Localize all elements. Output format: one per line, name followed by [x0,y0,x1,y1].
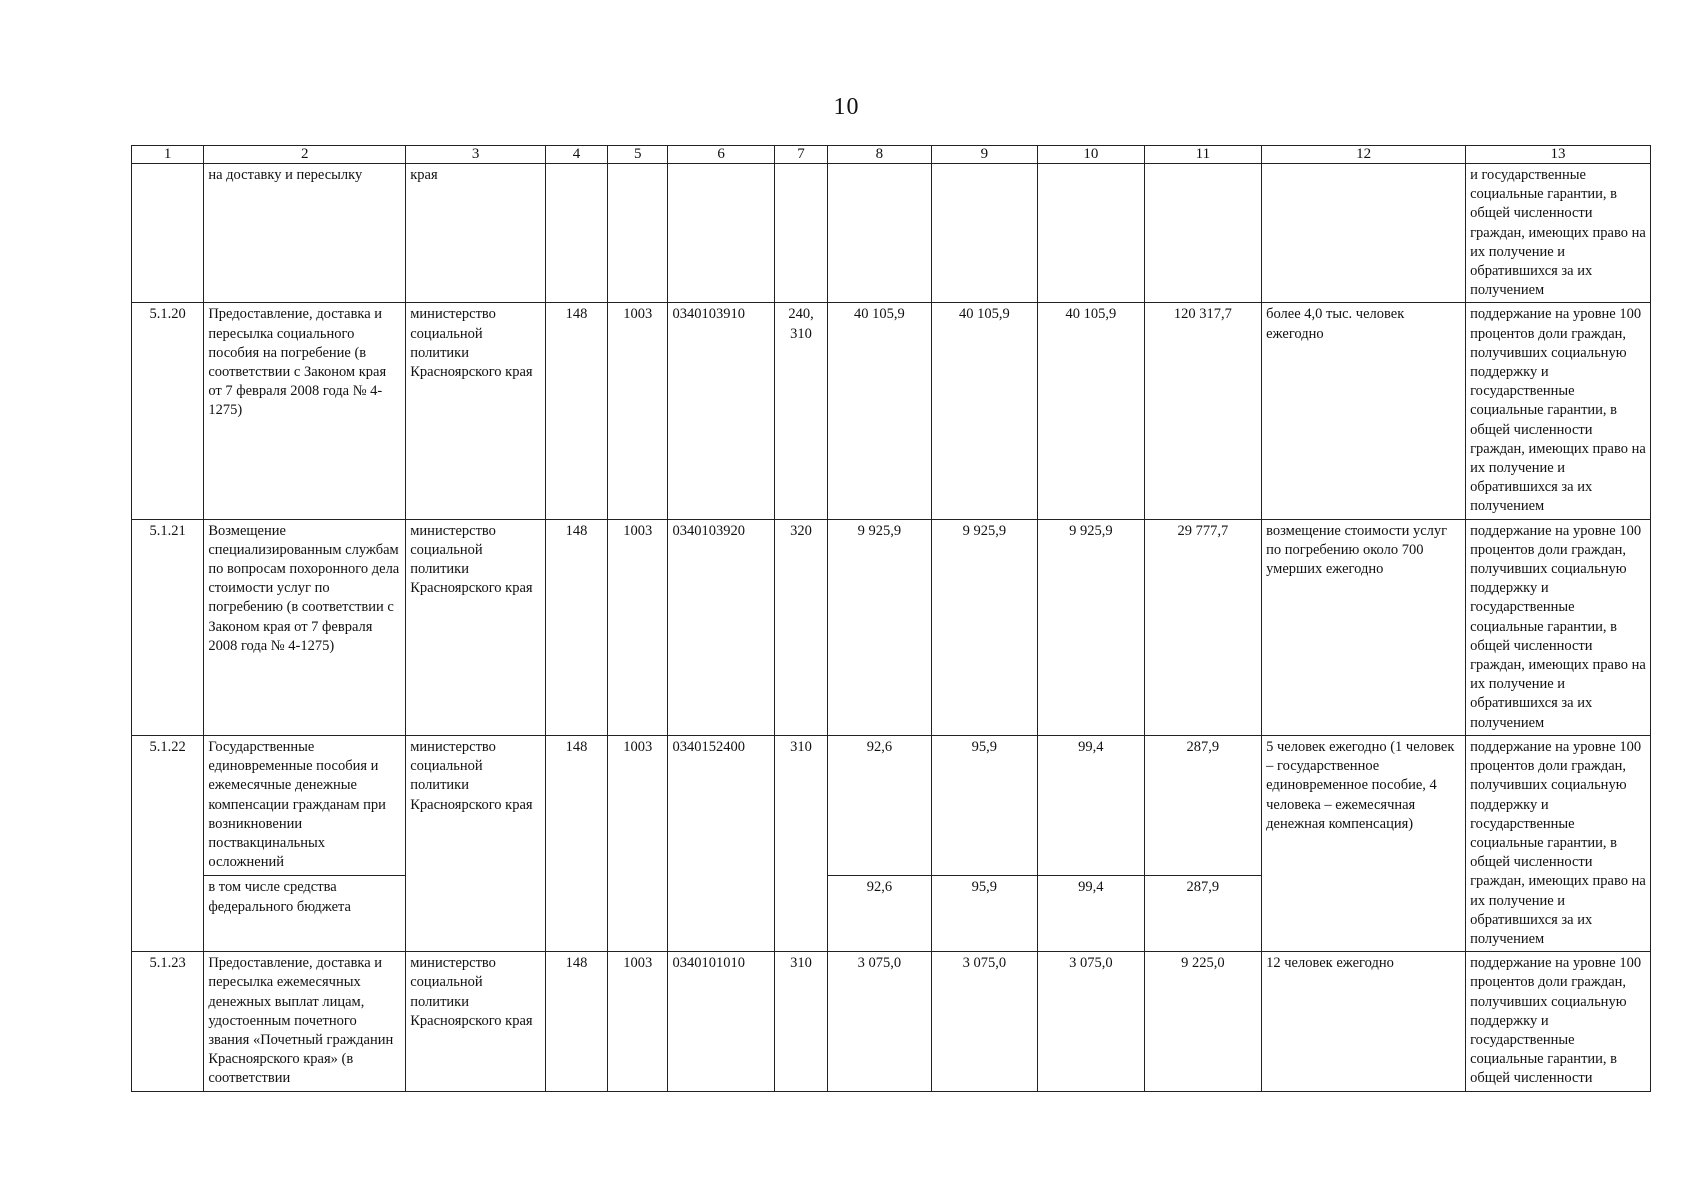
table-row [132,519,1651,735]
cell-indicator: поддержание на уровне 100 процентов доли граждан, получивших социальную поддержку и государственные социальные гарантии, в общей численности граждан, имеющих право на их получение и обратившихся за их получением [1466,519,1651,735]
column-number: 2 [204,146,406,164]
program-activities-table [131,145,1651,1092]
cell-total: 287,9 [1144,735,1262,876]
cell-csr: 0340152400 [668,735,774,951]
cell-year2: 95,9 [931,735,1037,876]
cell-executor: министерство социальной политики Красноярского края [406,303,546,519]
column-number: 8 [828,146,931,164]
cell-num: 5.1.23 [132,952,204,1091]
cell-name: Предоставление, доставка и пересылка ежемесячных денежных выплат лицам, удостоенным почетного звания «Почетный гражданин Красноярского края» (в соответствии [204,952,406,1091]
cell-indicator: поддержание на уровне 100 процентов доли граждан, получивших социальную поддержку и государственные социальные гарантии, в общей численности граждан, имеющих право на их получение и обратившихся за их получением [1466,735,1651,951]
cell-sub-year3: 99,4 [1038,876,1144,952]
cell-year3: 99,4 [1038,735,1144,876]
cell-rzpr: 1003 [608,735,668,951]
cell-num [132,164,204,303]
cell-executor: министерство социальной политики Красноярского края [406,952,546,1091]
cell-name: на доставку и пересылку [204,164,406,303]
cell-indicator: поддержание на уровне 100 процентов доли граждан, получивших социальную поддержку и государственные социальные гарантии, в общей численности [1466,952,1651,1091]
cell-executor: края [406,164,546,303]
cell-result: 12 человек ежегодно [1262,952,1466,1091]
cell-grbs: 148 [545,735,607,951]
table-row [132,952,1651,1091]
table-row [132,735,1651,876]
column-number: 7 [774,146,827,164]
cell-total: 120 317,7 [1144,303,1262,519]
column-number: 13 [1466,146,1651,164]
cell-total: 9 225,0 [1144,952,1262,1091]
cell-rzpr: 1003 [608,952,668,1091]
cell-year1: 92,6 [828,735,931,876]
cell-year1: 40 105,9 [828,303,931,519]
cell-executor: министерство социальной политики Красноярского края [406,519,546,735]
cell-sub-year1: 92,6 [828,876,931,952]
cell-grbs: 148 [545,303,607,519]
cell-csr: 0340103920 [668,519,774,735]
cell-csr: 0340101010 [668,952,774,1091]
cell-year3: 3 075,0 [1038,952,1144,1091]
cell-executor: министерство социальной политики Красноярского края [406,735,546,951]
column-number: 10 [1038,146,1144,164]
cell-year1: 9 925,9 [828,519,931,735]
cell-sub-total: 287,9 [1144,876,1262,952]
cell-grbs: 148 [545,519,607,735]
column-number: 1 [132,146,204,164]
cell-sub-name: в том числе средства федерального бюджета [204,876,406,952]
column-number: 11 [1144,146,1262,164]
cell-rzpr: 1003 [608,303,668,519]
table-row-continuation [132,164,1651,303]
cell-year3: 40 105,9 [1038,303,1144,519]
cell-rzpr: 1003 [608,519,668,735]
cell-result: возмещение стоимости услуг по погребению около 700 умерших ежегодно [1262,519,1466,735]
cell-name: Государственные единовременные пособия и ежемесячные денежные компенсации гражданам при возникновении поствакцинальных осложнений [204,735,406,876]
cell-name: Предоставление, доставка и пересылка социального пособия на погребение (в соответствии с Законом края от 7 февраля 2008 года № 4-1275) [204,303,406,519]
cell-result: 5 человек ежегодно (1 человек – государственное единовременное пособие, 4 человека – ежемесячная денежная компенсация) [1262,735,1466,951]
column-number: 5 [608,146,668,164]
cell-indicator: и государственные социальные гарантии, в общей численности граждан, имеющих право на их получение и обратившихся за их получением [1466,164,1651,303]
cell-year2: 3 075,0 [931,952,1037,1091]
cell-num: 5.1.20 [132,303,204,519]
table-row [132,303,1651,519]
column-numbers-row [132,146,1651,164]
cell-num: 5.1.22 [132,735,204,951]
cell-vr: 310 [774,735,827,951]
cell-indicator: поддержание на уровне 100 процентов доли граждан, получивших социальную поддержку и государственные социальные гарантии, в общей численности граждан, имеющих право на их получение и обратившихся за их получением [1466,303,1651,519]
cell-csr: 0340103910 [668,303,774,519]
cell-result: более 4,0 тыс. человек ежегодно [1262,303,1466,519]
column-number: 6 [668,146,774,164]
column-number: 9 [931,146,1037,164]
cell-year2: 9 925,9 [931,519,1037,735]
cell-year2: 40 105,9 [931,303,1037,519]
column-number: 4 [545,146,607,164]
cell-grbs: 148 [545,952,607,1091]
cell-vr: 320 [774,519,827,735]
column-number: 3 [406,146,546,164]
cell-num: 5.1.21 [132,519,204,735]
cell-vr: 240, 310 [774,303,827,519]
cell-year1: 3 075,0 [828,952,931,1091]
cell-vr: 310 [774,952,827,1091]
page-number: 10 [833,94,860,120]
cell-name: Возмещение специализированным службам по вопросам похоронного дела стоимости услуг по погребению (в соответствии с Законом края от 7 февраля 2008 года № 4-1275) [204,519,406,735]
column-number: 12 [1262,146,1466,164]
cell-sub-year2: 95,9 [931,876,1037,952]
cell-total: 29 777,7 [1144,519,1262,735]
cell-year3: 9 925,9 [1038,519,1144,735]
